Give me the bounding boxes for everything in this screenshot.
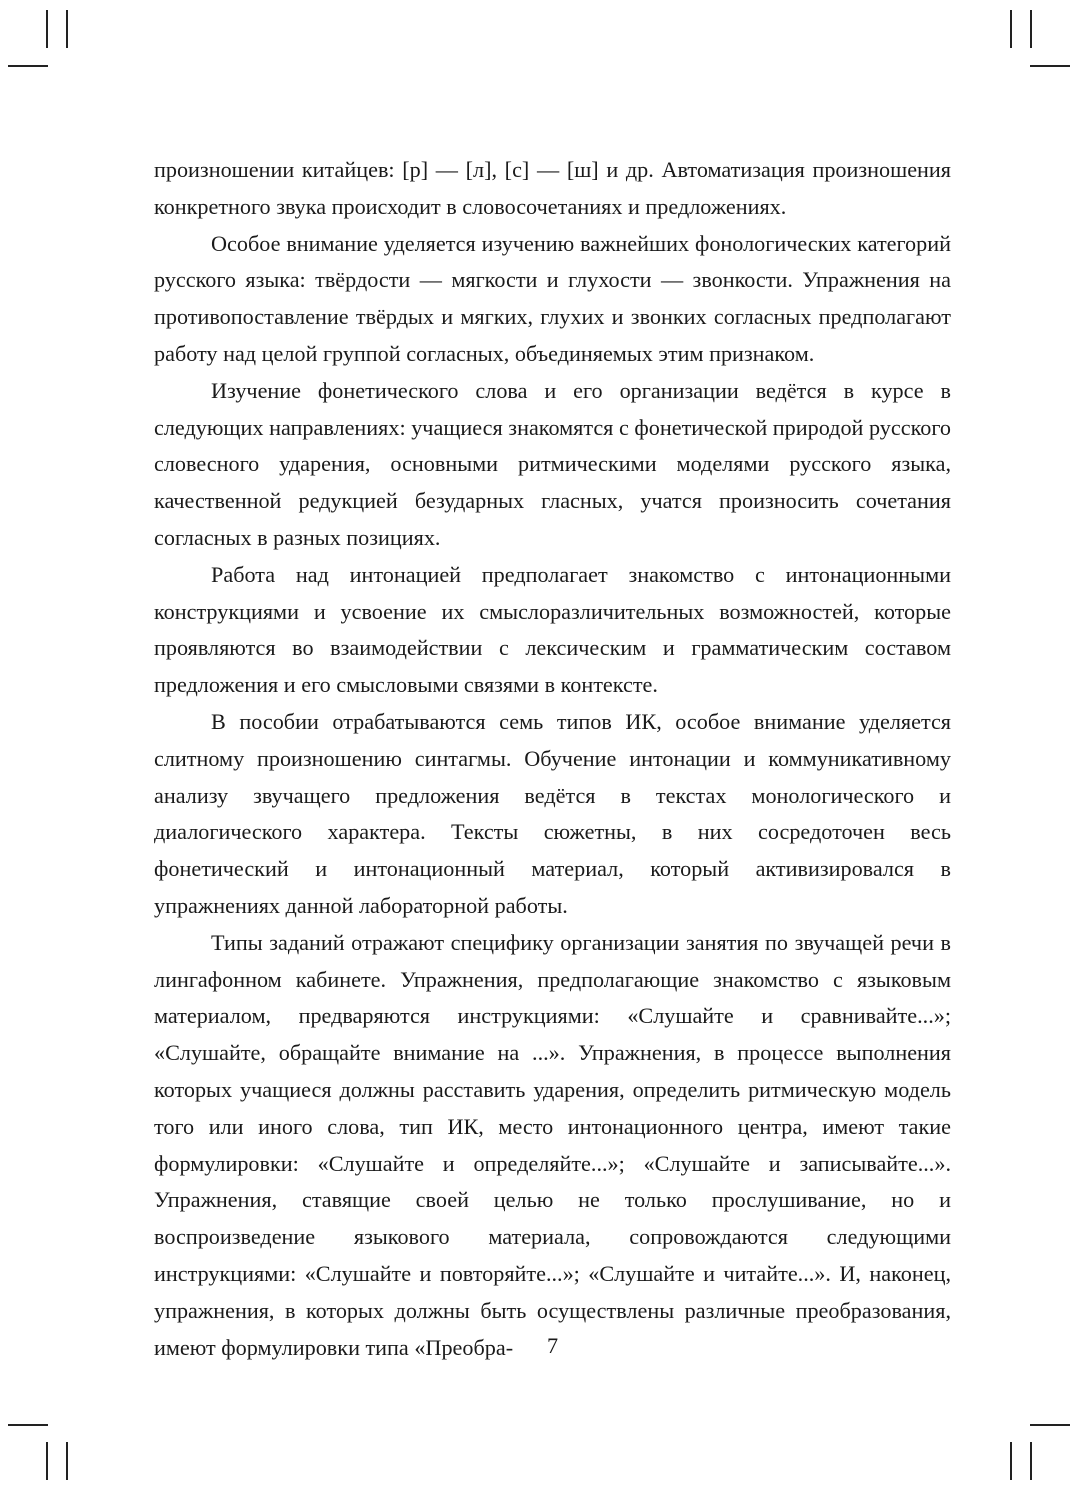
crop-mark-bottom-left-inner bbox=[66, 1442, 68, 1480]
body-text bbox=[154, 152, 951, 1366]
paragraph-phonetic-word: Изучение фонетического слова и его организации ведётся в курсе в следующих направлениях: учащиеся знакомятся с фонетической природой русского словесного ударения, основными ритмическими моделями русского языка, качественной редукцией безударных гласных, учатся произносить сочетания согласных в разных позициях. bbox=[154, 377, 951, 550]
crop-mark-bottom-left-outer bbox=[46, 1442, 48, 1480]
crop-mark-top-left-horizontal bbox=[8, 65, 48, 67]
crop-mark-top-right-inner bbox=[1010, 10, 1012, 48]
crop-mark-bottom-right-outer bbox=[1030, 1442, 1032, 1480]
paragraph-continuation: произношении китайцев: [р] — [л], [с] — [ш] и др. Автоматизация произношения конкретного звука происходит в словосочетаниях и предложениях. bbox=[154, 157, 951, 219]
paragraph-intonation: Работа над интонацией предполагает знакомство с интонационными конструкциями и усвоение их смыслоразличительных возможностей, которые проявляются во взаимодействии с лексическим и грамматическим составом предложения и его смысловыми связями в контексте. bbox=[154, 561, 951, 698]
page-number: 7 bbox=[546, 1333, 559, 1358]
crop-mark-top-left-inner bbox=[66, 10, 68, 48]
crop-mark-top-right-horizontal bbox=[1030, 65, 1070, 67]
crop-mark-top-right-outer bbox=[1030, 10, 1032, 48]
paragraph-phonological-categories: Особое внимание уделяется изучению важнейших фонологических категорий русского языка: твёрдости — мягкости и глухости — звонкости. Упражнения на противопоставление твёрдых и мягких, глухих и звонких согласных предполагают работу над целой группой согласных, объединяемых этим признаком. bbox=[154, 230, 951, 366]
crop-mark-top-left-outer bbox=[46, 10, 48, 48]
paragraph-task-types: Типы заданий отражают специфику организации занятия по звучащей речи в лингафонном кабинете. Упражнения, предполагающие знакомство с языковым материалом, предваряются инструкциями: «Слушайте и сравнивайте...»; «Слушайте, обращайте внимание на ...». Упражнения, в процессе выполнения которых учащиеся должны расставить ударения, определить ритмическую модель того или иного слова, тип ИК, место интонационного центра, имеют такие формулировки: «Слушайте и определяйте...»; «Слушайте и записывайте...». Упражнения, ставящие своей целью не только прослушивание, но и воспроизведение языкового материала, сопровождаются следующими инструкциями: «Слушайте и повторяйте...»; «Слушайте и читайте...». И, наконец, упражнения, в которых должны быть осуществлены различные преобразования, имеют формулировки типа «Преобра- bbox=[154, 929, 951, 1360]
crop-mark-bottom-left-horizontal bbox=[8, 1424, 48, 1426]
crop-mark-bottom-right-horizontal bbox=[1030, 1424, 1070, 1426]
crop-mark-bottom-right-inner bbox=[1010, 1442, 1012, 1480]
paragraph-ik-types: В пособии отрабатываются семь типов ИК, особое внимание уделяется слитному произношению синтагмы. Обучение интонации и коммуникативному анализу звучащего предложения ведётся в текстах монологического и диалогического характера. Тексты сюжетны, в них сосредоточен весь фонетический и интонационный материал, который активизировался в упражнениях данной лабораторной работы. bbox=[154, 708, 951, 918]
